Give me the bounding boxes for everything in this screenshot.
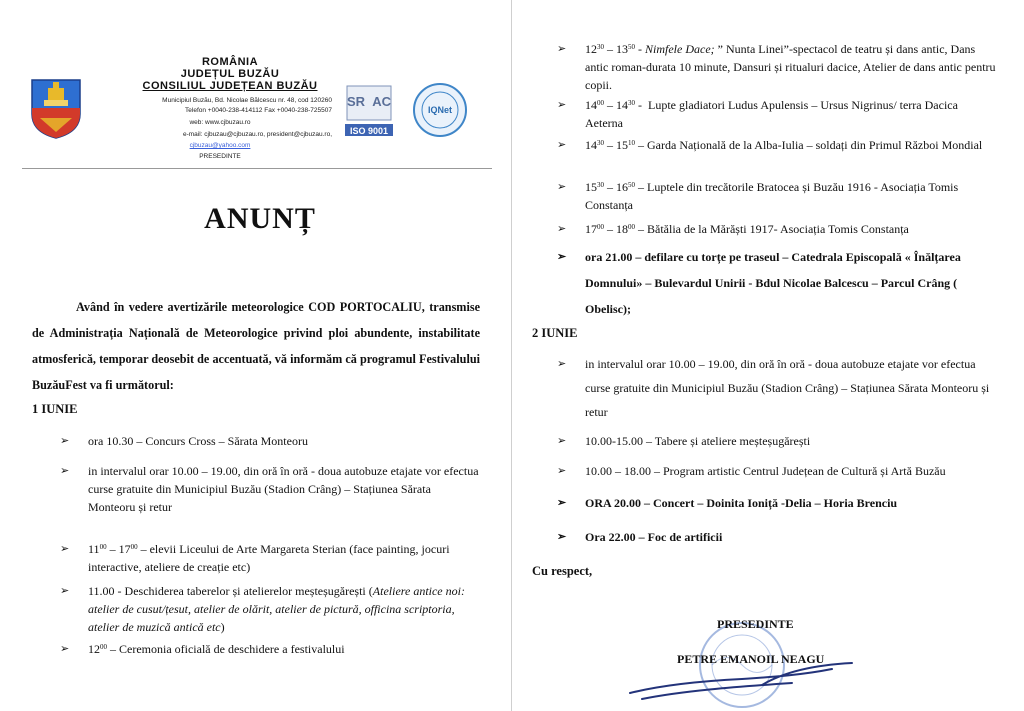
header-phone: Telefon +0040-238-414112 Fax +0040-238-725507 <box>185 107 332 114</box>
intro-paragraph: Având în vedere avertizările meteorologice COD PORTOCALIU, transmise de Administrația Națională de Meteorologice privind ploi abundente, instabilitate atmosferică, temporar deosebit de accentuată, vă informăm că programul Festivalului BuzăuFest va fi următorul: <box>32 300 480 392</box>
arrow-bullet-icon: ➢ <box>60 543 70 555</box>
arrow-bullet-icon: ➢ <box>60 435 70 447</box>
arrow-bullet-icon: ➢ <box>557 43 567 55</box>
list-item: ➢ 11.00 - Deschiderea taberelor și atelierelor meșteșugărești (Ateliere antice noi: atelier de cusut/țesut, atelier de olărit, atelier de pictură, officina scriptoria, atelier de muzică antică etc) <box>60 584 465 634</box>
srac-label: SR AC <box>346 94 392 109</box>
signature-title: PRESEDINTE <box>717 617 794 631</box>
letterhead <box>0 0 512 175</box>
list-item: ➢ $12^{30} - 13^{50}$ - Nimfele Dace; ” Nunta Linei”-spectacol de teatru și dans antic, Dans antic roman-durata 10 minute, Dansuri și ritualuri dacice, Atelier de dans antic pentru copii. <box>557 42 996 92</box>
list-item: ➢ Ora 22.00 – Foc de artificii <box>557 530 723 544</box>
handwritten-signature-icon <box>622 655 862 705</box>
header-council: CONSILIUL JUDEȚEAN BUZĂU <box>142 80 318 92</box>
arrow-bullet-icon: ➢ <box>557 435 567 447</box>
list-item: ➢ $15^{30} - 16^{50}$ – Luptele din trecătorile Bratocea și Buzău 1916 - Asociația Tomis Constanța <box>557 180 959 212</box>
arrow-bullet-icon: ➢ <box>60 585 70 597</box>
list-item: ➢ in intervalul orar 10.00 – 19.00, din oră în oră - doua autobuze etajate vor efectua curse gratuite din Municipiul Buzău (Stadion Crâng) – Stațiunea Sărata Monteoru și retur <box>60 464 479 514</box>
list-item: ➢ ORA 20.00 – Concert – Doinita Ioniță -Delia – Horia Brenciu <box>557 496 898 510</box>
list-item: ➢ $14^{30} - 15^{10}$ – Garda Națională de la Alba-Iulia – soldați din Primul Război Mondial <box>557 138 983 152</box>
header-county: JUDEȚUL BUZĂU <box>180 68 280 80</box>
srac-certification-icon <box>343 84 395 138</box>
iqnet-certification-icon <box>412 82 468 138</box>
signature-name: PETRE EMANOIL NEAGU <box>677 652 825 666</box>
list-item: ➢ ora 10.30 – Concurs Cross – Sărata Monteoru <box>60 434 308 448</box>
arrow-bullet-icon: ➢ <box>557 139 567 151</box>
header-email-link[interactable]: cjbuzau@yahoo.com <box>189 142 251 149</box>
arrow-bullet-icon: ➢ <box>557 223 567 235</box>
arrow-bullet-icon: ➢ <box>557 251 567 263</box>
closing-text: Cu respect, <box>532 564 593 578</box>
list-item: ➢ ora 21.00 – defilare cu torțe pe traseul – Catedrala Episcopală « Înălțarea Domnului» – Bulevardul Unirii - Bdul Nicolae Balcescu – Parcul Crâng ( Obelisc); <box>557 244 997 322</box>
arrow-bullet-icon: ➢ <box>557 531 567 543</box>
list-item: ➢ 10.00-15.00 – Tabere și ateliere meșteșugărești <box>557 434 811 448</box>
list-item: ➢ $14^{00} - 14^{30}$ - Lupte gladiatori Ludus Apulensis – Ursus Nigrinus/ terra Dacica Aeterna <box>557 98 958 130</box>
header-address: Municipiul Buzău, Bd. Nicolae Bălcescu nr. 48, cod 120260 <box>162 97 332 104</box>
header-web: web: www.cjbuzau.ro <box>189 119 251 126</box>
arrow-bullet-icon: ➢ <box>557 99 567 111</box>
iso-label: ISO 9001 <box>349 126 389 136</box>
county-crest-icon <box>30 78 82 140</box>
day-2-label: 2 IUNIE <box>532 326 578 340</box>
header-office: PRESEDINTE <box>199 153 241 160</box>
day-1-label: 1 IUNIE <box>32 402 78 416</box>
header-divider <box>22 168 492 169</box>
iqnet-label: IQNet <box>427 105 453 115</box>
arrow-bullet-icon: ➢ <box>557 181 567 193</box>
arrow-bullet-icon: ➢ <box>60 643 70 655</box>
list-item: ➢ in intervalul orar 10.00 – 19.00, din oră în oră - doua autobuze etajate vor efectua curse gratuite din Municipiul Buzău (Stadion Crâng) – Stațiunea Sărata Monteoru și retur <box>557 352 997 424</box>
list-item: ➢ $12^{00}$ – Ceremonia oficială de deschidere a festivalului <box>60 642 345 656</box>
document-page-right <box>512 0 1024 711</box>
header-country: ROMÂNIA <box>201 56 259 68</box>
arrow-bullet-icon: ➢ <box>60 465 70 477</box>
header-email: e-mail: cjbuzau@cjbuzau.ro, president@cjbuzau.ro, <box>182 131 332 138</box>
arrow-bullet-icon: ➢ <box>557 497 567 509</box>
arrow-bullet-icon: ➢ <box>557 358 567 370</box>
arrow-bullet-icon: ➢ <box>557 465 567 477</box>
document-title: ANUNȚ <box>204 202 316 235</box>
list-item: ➢ 10.00 – 18.00 – Program artistic Centrul Județean de Cultură și Artă Buzău <box>557 464 946 478</box>
list-item: ➢ $11^{00} - 17^{00}$ – elevii Liceului de Arte Margareta Sterian (face painting, jocuri interactive, ateliere de creație etc) <box>60 542 450 574</box>
list-item: ➢ $17^{00} - 18^{00}$ – Bătălia de la Mărăști 1917- Asociația Tomis Constanța <box>557 222 909 236</box>
